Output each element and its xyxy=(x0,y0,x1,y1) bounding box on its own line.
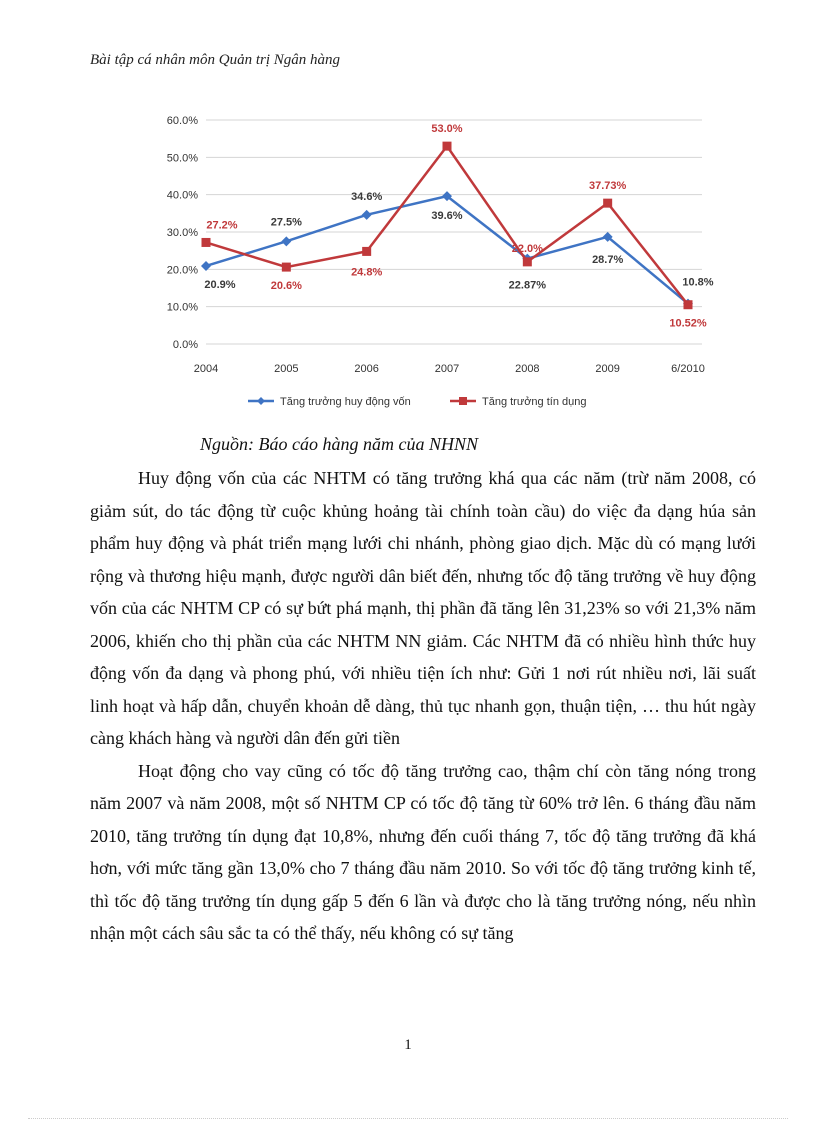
series-point xyxy=(523,257,532,266)
data-label: 53.0% xyxy=(431,123,463,136)
legend-label: Tăng trưởng huy động vốn xyxy=(280,396,411,408)
series-point xyxy=(603,199,612,208)
footer-divider xyxy=(28,1118,788,1119)
chart-svg xyxy=(150,108,714,424)
x-tick-label: 2005 xyxy=(274,363,299,375)
data-label: 27.5% xyxy=(270,216,302,229)
y-tick-label: 30.0% xyxy=(166,227,198,239)
data-label: 20.9% xyxy=(204,278,236,291)
x-tick-label: 2006 xyxy=(354,363,379,375)
series-point xyxy=(202,238,211,247)
y-tick-label: 50.0% xyxy=(166,152,198,165)
document-header: Bài tập cá nhân môn Quản trị Ngân hàng xyxy=(90,52,340,68)
x-tick-label: 2009 xyxy=(595,363,620,375)
chart-source-caption: Nguồn: Báo cáo hàng năm của NHNN xyxy=(200,434,478,454)
data-label: 20.6% xyxy=(270,280,302,293)
data-label: 10.8% xyxy=(682,276,714,289)
series-point xyxy=(362,247,371,256)
data-label: 22.0% xyxy=(511,242,543,255)
body-text xyxy=(90,462,756,950)
x-tick-label: 2007 xyxy=(434,363,460,375)
data-label: 24.8% xyxy=(351,266,383,279)
data-label: 34.6% xyxy=(351,190,383,203)
series-point xyxy=(362,210,372,220)
series-point xyxy=(443,142,452,151)
page-number: 1 xyxy=(404,1037,412,1053)
y-tick-label: 40.0% xyxy=(166,189,198,202)
series-point xyxy=(282,263,291,272)
y-tick-label: 0.0% xyxy=(172,339,198,351)
paragraph-deposits: Huy động vốn của các NHTM có tăng trưởng khá qua các năm (trừ năm 2008, có giảm sút, do tác động từ cuộc khủng hoảng tài chính toàn cầu) do việc đa dạng húa sản phẩm huy động và phát triển mạng lưới chi nhánh, phòng giao dịch. Mặc dù có mạng lưới rộng và thương hiệu mạnh, được người dân biết đến, nhưng tốc độ tăng trưởng về huy động vốn của các NHTM CP có sự bứt phá mạnh, thị phần đã tăng lên 31,23% so với 21,3% năm 2006, khiến cho thị phần của các NHTM NN giảm. Các NHTM đã có nhiều hình thức huy động vốn đa dạng và phong phú, với nhiều tiện ích như: Gửi 1 nơi rút nhiều nơi, lãi suất linh hoạt và hấp dẫn, chuyển khoản dễ dàng, thủ tục nhanh gọn, thuận tiện, … thu hút ngày càng khách hàng và người dân đến gửi tiền xyxy=(90,468,756,748)
data-label: 37.73% xyxy=(589,180,627,193)
data-label: 39.6% xyxy=(431,210,463,223)
y-tick-label: 10.0% xyxy=(166,301,198,314)
series-point xyxy=(281,236,291,246)
growth-line-chart xyxy=(150,108,714,424)
x-tick-label: 2008 xyxy=(515,363,540,375)
x-tick-label: 6/2010 xyxy=(671,363,705,375)
data-label: 28.7% xyxy=(592,253,624,266)
legend-label: Tăng trưởng tín dụng xyxy=(482,396,587,408)
data-label: 10.52% xyxy=(669,317,707,330)
legend-marker xyxy=(257,397,265,405)
y-tick-label: 60.0% xyxy=(166,115,198,127)
data-label: 27.2% xyxy=(206,219,238,232)
y-tick-label: 20.0% xyxy=(166,264,198,277)
data-label: 22.87% xyxy=(508,279,546,292)
legend-marker xyxy=(459,397,467,405)
x-tick-label: 2004 xyxy=(193,363,219,375)
paragraph-lending: Hoạt động cho vay cũng có tốc độ tăng trưởng cao, thậm chí còn tăng nóng trong năm 2007 và năm 2008, một số NHTM CP có tốc độ tăng từ 60% trở lên. 6 tháng đầu năm 2010, tăng trưởng tín dụng đạt 10,8%, nhưng đến cuối tháng 7, tốc độ tăng trưởng đã khá hơn, với mức tăng gần 13,0% cho 7 tháng đầu năm 2010. So với tốc độ tăng trưởng kinh tế, thì tốc độ tăng trưởng tín dụng gấp 5 đến 6 lần và được cho là tăng trưởng nóng, nếu nhìn nhận một cách sâu sắc ta có thể thấy, nếu không có sự tăng xyxy=(90,760,756,943)
series-point xyxy=(684,300,693,309)
